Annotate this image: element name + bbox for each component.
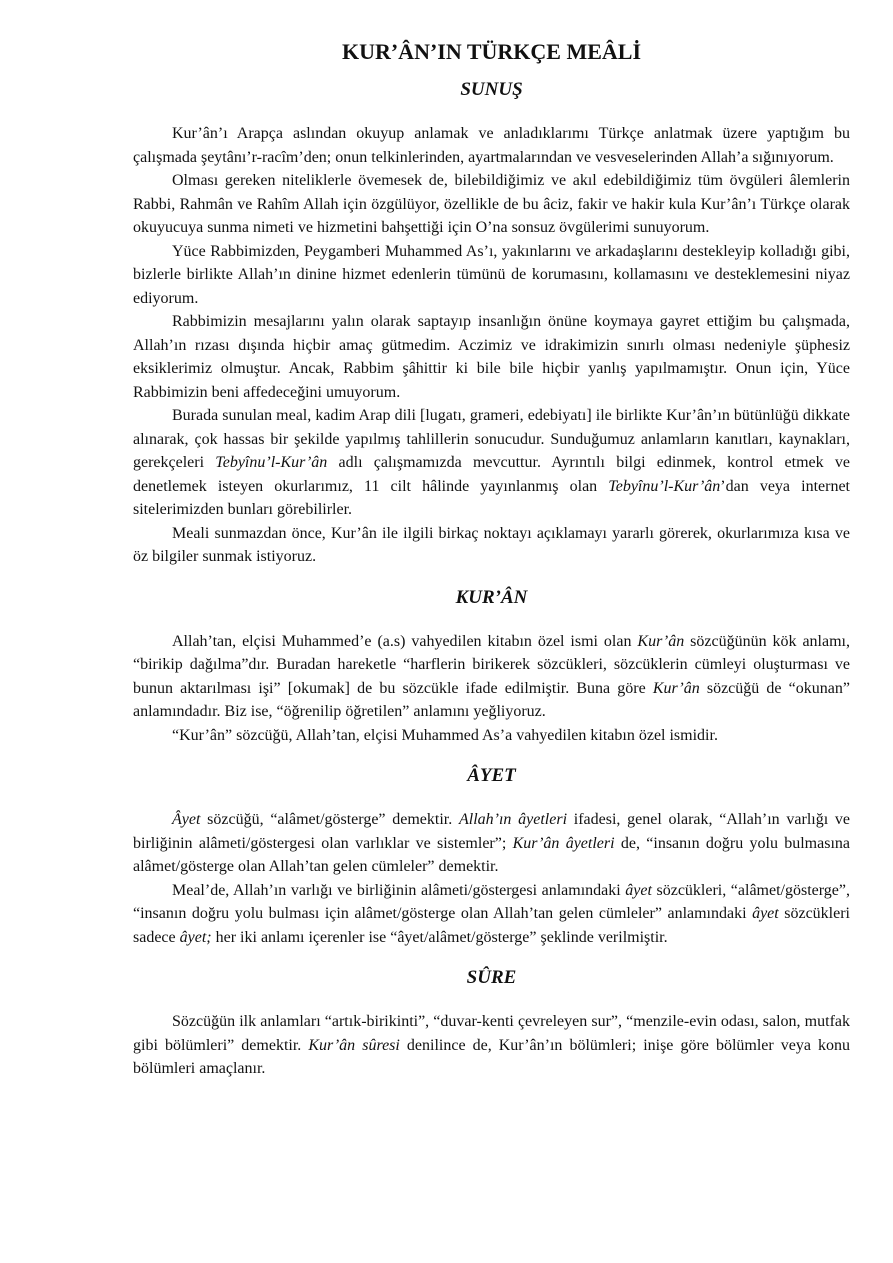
paragraph <box>133 169 850 240</box>
section-ayet <box>133 764 850 949</box>
document-page <box>133 38 850 1081</box>
italic-term: Âyet <box>172 811 201 828</box>
text-run: ’dan veya internet sitelerimizden bunları görebilirler. <box>133 477 850 518</box>
paragraph <box>133 122 850 169</box>
text-run: her iki anlamı içerenler ise “âyet/alâmet/gösterge” şeklinde verilmiştir. <box>211 928 668 946</box>
text-run: Meal’de, Allah’ın varlığı ve birliğinin alâmeti/göstergesi anlamındaki <box>172 881 626 899</box>
text-run: ifadesi, genel olarak, “Allah’ın varlığı ve birliğinin alâmeti/göstergesi olan varlıklar ve sistemler”; <box>133 811 850 852</box>
text-run: Allah’tan, elçisi Muhammed’e (a.s) vahyedilen kitabın özel ismi olan <box>172 632 638 650</box>
paragraph <box>133 808 850 879</box>
text-run: sözcükleri sadece <box>133 905 851 946</box>
italic-term: Tebyînu’l-Kur’ân <box>608 477 721 495</box>
italic-term: Kur’ân <box>652 679 700 697</box>
document-title: KUR’ÂN’IN TÜRKÇE MEÂLİ <box>341 39 642 64</box>
text-run: denilince de, Kur’ân’ın bölümleri; inişe göre bölümler veya konu bölümleri amaçlanır. <box>133 1036 851 1077</box>
paragraph <box>133 724 850 748</box>
text-run: adlı çalışmamızda mevcuttur. Ayrıntılı bilgi edinmek, kontrol etmek ve denetlemek isteyen okurlarımız, 11 cilt hâlinde yayınlanmış olan <box>133 454 850 495</box>
section-heading: ÂYET <box>467 765 516 786</box>
italic-term: Kur’ân sûresi <box>308 1036 400 1054</box>
text-run: sözcüğü, “alâmet/gösterge” demektir. <box>200 811 459 828</box>
text-run: Olması gereken niteliklerle övemesek de, bilebildiğimiz ve akıl edebildiğimiz tüm övgüleri âlemlerin Rabbi, Rahmân ve Rahîm Allah için özgülüyor, özellikle de bu âciz, fakir ve hakir kula Kur’ân’ı Türkçe olarak okuyucuya sunma nimeti ve hizmetini bahşettiği için O’na sonsuz övgülerimi sunuyorum. <box>133 172 850 236</box>
italic-term: âyet; <box>179 928 212 946</box>
text-run: Kur’ân’ı Arapça aslından okuyup anlamak ve anladıklarımı Türkçe anlatmak üzere yaptığım bu çalışmada şeytânı’r-racîm’den; onun telkinlerinden, ayartmalarından ve vesveselerinden Allah’a sığınıyorum. <box>133 125 850 166</box>
text-run: Yüce Rabbimizden, Peygamberi Muhammed As’ı, yakınlarını ve arkadaşlarını destekleyip kolladığı gibi, bizlerle birlikte Allah’ın dinine hizmet edenlerin tümünü de korumasını, kollamasını ve desteklemesini niyaz ediyorum. <box>133 242 850 307</box>
paragraph <box>133 240 850 311</box>
text-run: sözcüğünün kök anlamı, “birikip dağılma”dır. Buradan hareketle “harflerin birikerek sözcükleri, sözcüklerin cümleyi oluşturması ve bunun aktarılması işi” [okumak] de bu sözcükle ifade edilmiştir. Buna göre <box>133 632 850 697</box>
section-sunus <box>133 78 850 569</box>
italic-term: Allah’ın âyetleri <box>458 811 568 828</box>
text-run: sözcüğü de “okunan” anlamındadır. Biz ise, “öğrenilip öğretilen” anlamını yeğliyoruz. <box>133 679 850 720</box>
text-run: Meali sunmazdan önce, Kur’ân ile ilgili birkaç noktayı açıklamayı yararlı görerek, okurlarımıza kısa ve öz bilgiler sunmak istiyoruz. <box>133 524 850 565</box>
italic-term: âyet <box>625 881 652 899</box>
text-run: Burada sunulan meal, kadim Arap dili [lugatı, grameri, edebiyatı] ile birlikte Kur’ân’ın bütünlüğü dikkate alınarak, çok hassas bir şekilde yapılmış tahlillerin sonucudur. Sunduğumuz anlamların kanıtları, kaynakları, gerekçeleri <box>133 407 850 471</box>
section-heading: SÛRE <box>466 967 517 988</box>
text-run: Sözcüğün ilk anlamları “artık-birikinti”, “duvar-kenti çevreleyen sur”, “menzile-evin odası, salon, mutfak gibi bölümleri” demektir. <box>133 1013 850 1054</box>
italic-term: Tebyînu’l-Kur’ân <box>215 454 328 471</box>
italic-term: âyet <box>752 905 779 922</box>
section-heading: KUR’ÂN <box>455 586 528 608</box>
section-heading: SUNUŞ <box>460 79 523 100</box>
text-run: sözcükleri, “alâmet/gösterge”, “insanın doğru yolu bulması için alâmet/gösterge olan Allah’tan gelen cümleler” anlamındaki <box>133 881 851 922</box>
paragraph <box>133 310 850 404</box>
paragraph <box>133 522 850 569</box>
paragraph <box>133 1010 850 1081</box>
paragraph <box>133 404 850 522</box>
paragraph <box>133 630 850 724</box>
italic-term: Kur’ân âyetleri <box>512 834 615 852</box>
text-run: Rabbimizin mesajlarını yalın olarak saptayıp insanlığın önüne koymaya gayret ettiğim bu çalışmada, Allah’ın rızası dışında hiçbir amaç gütmedim. Aczimiz ve idrakimizin sınırlı olması nedeniyle şüphesiz eksiklerimiz olmuştur. Ancak, Rabbim şâhittir ki bile bile hiçbir yanlış yapılmamıştır. Onun için, Yüce Rabbimizin beni affedeceğini umuyorum. <box>133 313 850 401</box>
paragraph <box>133 879 850 950</box>
text-run: de, “insanın doğru yolu bulmasına alâmet/gösterge olan Allah’tan gelen cümleler” demektir. <box>133 834 851 875</box>
text-run: “Kur’ân” sözcüğü, Allah’tan, elçisi Muhammed As’a vahyedilen kitabın özel ismidir. <box>172 726 718 744</box>
section-sure <box>133 966 850 1081</box>
italic-term: Kur’ân <box>637 632 685 650</box>
section-kuran <box>133 586 850 748</box>
